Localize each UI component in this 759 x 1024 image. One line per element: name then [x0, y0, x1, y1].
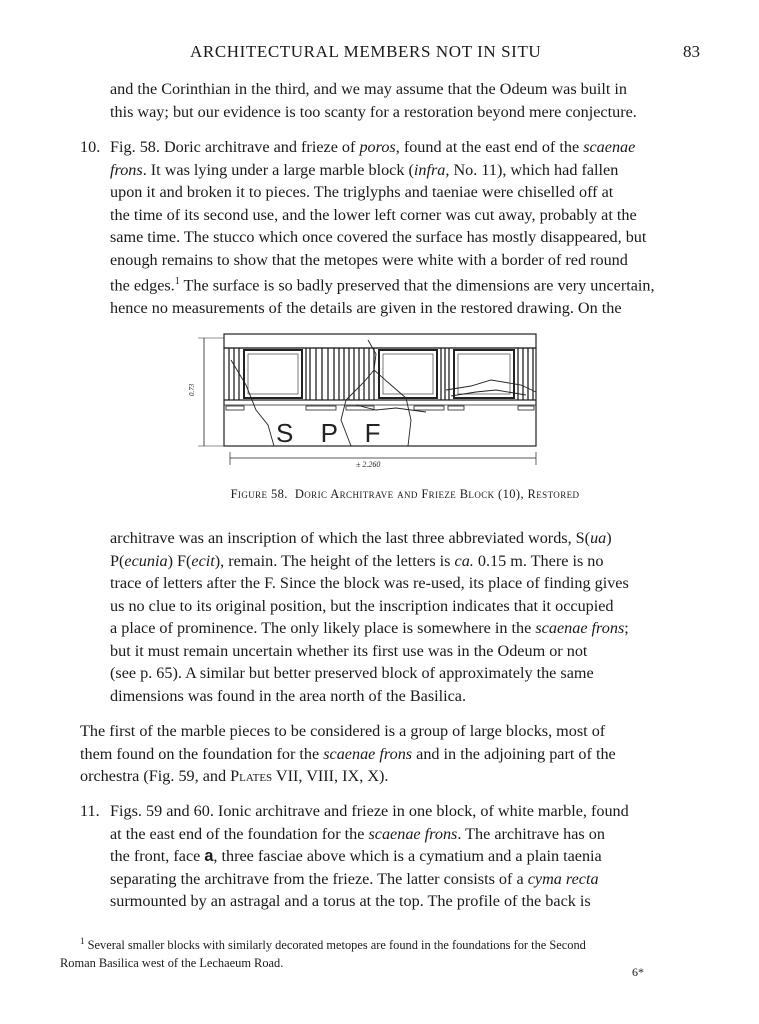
text-line: P(ecunia) F(ecit), remain. The height of the letters is ca. 0.15 m. There is no — [110, 551, 604, 570]
running-header — [110, 42, 700, 64]
text-line: trace of letters after the F. Since the block was re-used, its place of finding gives — [110, 574, 629, 592]
item-number-11: 11. — [80, 802, 100, 820]
text-line: Figs. 59 and 60. Ionic architrave and frieze in one block, of white marble, found — [110, 802, 629, 820]
figure-58-caption: Figure 58. Doric Architrave and Frieze Block (10), Restored — [230, 487, 580, 501]
item-number-10: 10. — [80, 138, 101, 156]
paragraph-continuation — [110, 78, 700, 123]
text-line: us no clue to its original position, but the inscription indicates that it occupied — [110, 596, 614, 615]
text-line: the time of its second use, and the lower left corner was cut away, probably at the — [110, 205, 637, 224]
text-line: them found on the foundation for the scaenae frons and in the adjoining part of the — [80, 744, 616, 763]
text-line: the front, face a, three fasciae above which is a cymatium and a plain taenia — [110, 847, 602, 865]
text-line: orchestra (Fig. 59, and Plates VII, VIII, IX, X). — [80, 767, 389, 785]
text-line: The first of the marble pieces to be considered is a group of large blocks, most of — [80, 722, 606, 740]
figure-58-drawing — [188, 330, 546, 475]
item-10-continuation — [110, 527, 700, 707]
signature-mark: 6* — [632, 965, 644, 979]
text-line: frons. It was lying under a large marble block (infra, No. 11), which had fallen — [110, 160, 619, 179]
inscription-letters: S P F — [276, 418, 391, 448]
text-line: enough remains to show that the metopes were white with a border of red round — [110, 250, 628, 269]
text-line: dimensions was found in the area north of the Basilica. — [110, 686, 467, 705]
text-line: the edges.$^1$ The surface is so badly preserved that the dimensions are very uncertain, — [110, 276, 655, 295]
paragraph-marble-pieces — [80, 720, 700, 788]
text-line: separating the architrave from the frieze. The latter consists of a cyma recta — [110, 869, 599, 888]
page-number: 83 — [683, 42, 700, 61]
running-title: ARCHITECTURAL MEMBERS NOT IN SITU — [190, 42, 542, 61]
footnote-line: $^1$ Several smaller blocks with similarly decorated metopes are found in the foundations for the Second — [80, 936, 586, 953]
height-dimension: 0.73 — [188, 383, 196, 396]
text-line: Fig. 58. Doric architrave and frieze of poros, found at the east end of the scaenae — [110, 138, 636, 156]
footnote-ref: 1 — [174, 276, 180, 287]
text-line: hence no measurements of the details are given in the restored drawing. On the — [110, 298, 622, 317]
text-line: upon it and broken it to pieces. The triglyphs and taeniae were chiselled off at — [110, 183, 614, 201]
text-line: but it must remain uncertain whether its first use was in the Odeum or not — [110, 641, 588, 660]
width-dimension: ± 2.260 — [356, 460, 381, 469]
text-line: surmounted by an astragal and a torus at the top. The profile of the back is — [110, 892, 591, 910]
item-11-text — [110, 800, 700, 913]
footnote-mark: 1 — [80, 936, 85, 946]
text-line: same time. The stucco which once covered the surface has mostly disappeared, but — [110, 228, 647, 246]
footnote-line: Roman Basilica west of the Lechaeum Road. — [60, 956, 284, 971]
text-line: a place of prominence. The only likely place is somewhere in the scaenae frons; — [110, 619, 629, 637]
text-line: (see p. 65). A similar but better preserved block of approximately the same — [110, 664, 594, 682]
text-line: at the east end of the foundation for the scaenae frons. The architrave has on — [110, 824, 605, 843]
text-line: this way; but our evidence is too scanty for a restoration beyond mere conjecture. — [110, 102, 637, 121]
footnote — [60, 932, 700, 972]
text-line: architrave was an inscription of which the last three abbreviated words, S(ua) — [110, 529, 612, 547]
item-10-text — [110, 136, 700, 319]
text-line: and the Corinthian in the third, and we may assume that the Odeum was built in — [110, 80, 627, 98]
